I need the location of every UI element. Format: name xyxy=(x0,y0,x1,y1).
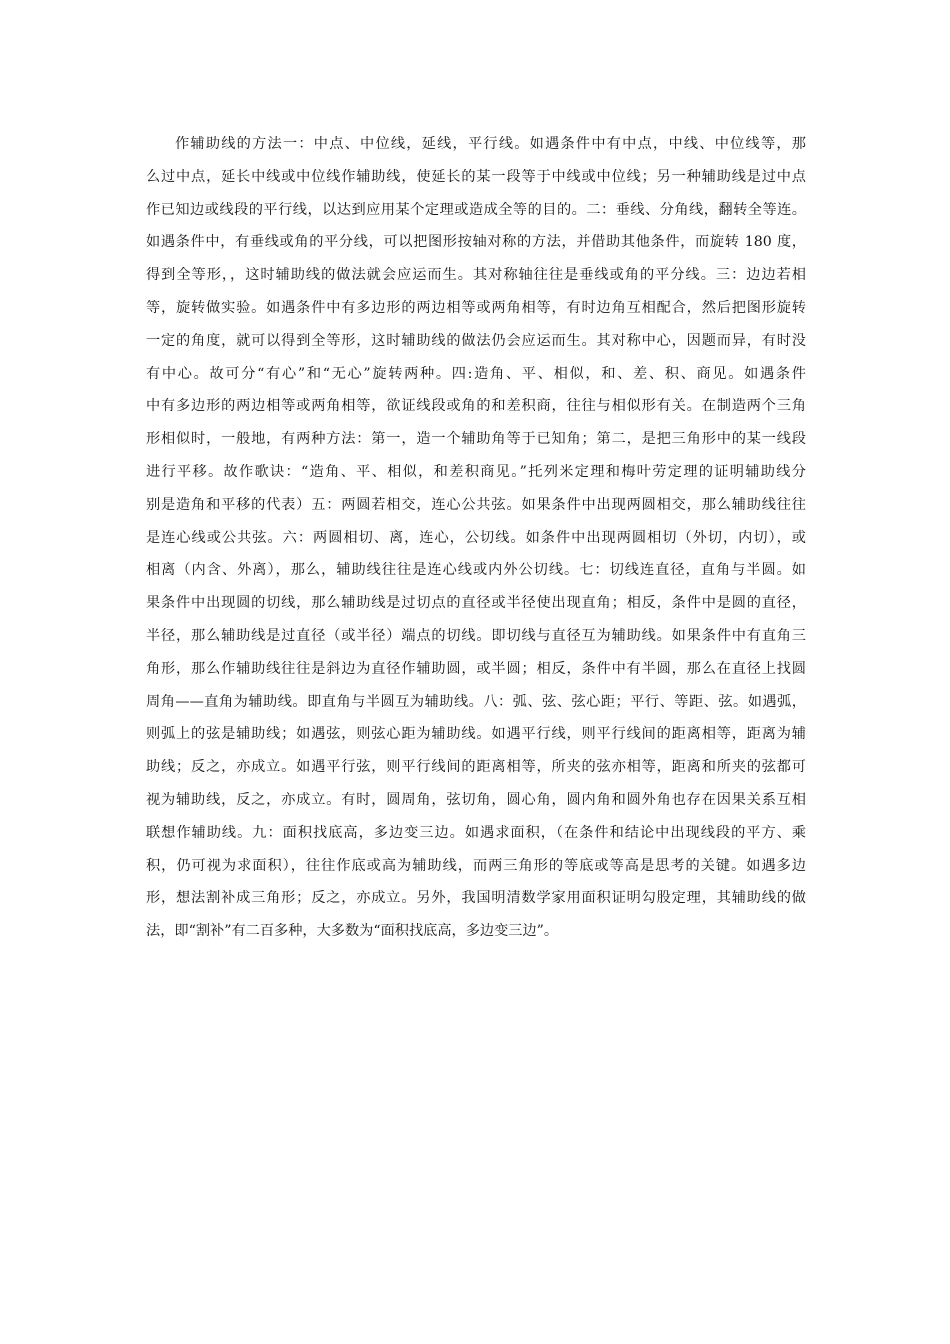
paragraph-line: 积，仍可视为求面积），往往作底或高为辅助线，而两三角形的等底或等高是思考的关键。如遇多边 xyxy=(146,857,806,874)
paragraph-line: 法，即“割补”有二百多种，大多数为“面积找底高，多边变三边”。 xyxy=(146,923,559,940)
paragraph-line: 进行平移。故作歌诀：“造角、平、相似，和差积商见。”托列米定理和梅叶劳定理的证明辅助线分 xyxy=(146,463,806,480)
paragraph-line: 中有多边形的两边相等或两角相等，欲证线段或角的和差积商，往往与相似形有关。在制造两个三角 xyxy=(146,398,806,415)
paragraph-line: 作辅助线的方法一：中点、中位线，延线，平行线。如遇条件中有中点，中线、中位线等，那 xyxy=(175,136,806,152)
body-paragraph xyxy=(146,128,806,948)
paragraph-line: 周角——直角为辅助线。即直角与半圆互为辅助线。八：弧、弦、弦心距；平行、等距、弦。如遇弧， xyxy=(146,693,806,710)
paragraph-line: 得到全等形，，这时辅助线的做法就会应运而生。其对称轴往往是垂线或角的平分线。三：边边若相 xyxy=(146,267,806,284)
paragraph-line: 是连心线或公共弦。六：两圆相切、离，连心，公切线。如条件中出现两圆相切（外切，内切），或 xyxy=(146,529,806,546)
paragraph-line: 形，想法割补成三角形；反之，亦成立。另外，我国明清数学家用面积证明勾股定理，其辅助线的做 xyxy=(146,890,806,907)
paragraph-line: 如遇条件中，有垂线或角的平分线，可以把图形按轴对称的方法，并借助其他条件，而旋转 180 度， xyxy=(146,234,806,251)
paragraph-line: 则弧上的弦是辅助线；如遇弦，则弦心距为辅助线。如遇平行线，则平行线间的距离相等，距离为辅 xyxy=(146,726,806,743)
paragraph-line: 半径，那么辅助线是过直径（或半径）端点的切线。即切线与直径互为辅助线。如果条件中有直角三 xyxy=(146,627,806,644)
paragraph-line: 联想作辅助线。九：面积找底高，多边变三边。如遇求面积，（在条件和结论中出现线段的平方、乘 xyxy=(146,824,806,841)
paragraph-line: 一定的角度，就可以得到全等形，这时辅助线的做法仍会应运而生。其对称中心，因题而异，有时没 xyxy=(146,332,806,349)
paragraph-line: 等，旋转做实验。如遇条件中有多边形的两边相等或两角相等，有时边角互相配合，然后把图形旋转 xyxy=(146,299,806,316)
paragraph-line: 有中心。故可分“有心”和“无心”旋转两种。四:造角、平、相似，和、差、积、商见。如遇条件 xyxy=(146,365,806,382)
paragraph-line: 么过中点，延长中线或中位线作辅助线，使延长的某一段等于中线或中位线；另一种辅助线是过中点 xyxy=(146,168,806,185)
paragraph-line: 助线；反之，亦成立。如遇平行弦，则平行线间的距离相等，所夹的弦亦相等，距离和所夹的弦都可 xyxy=(146,759,806,776)
paragraph-line: 形相似时，一般地，有两种方法：第一，造一个辅助角等于已知角；第二，是把三角形中的某一线段 xyxy=(146,431,806,448)
paragraph-line: 别是造角和平移的代表）五：两圆若相交，连心公共弦。如果条件中出现两圆相交，那么辅助线往往 xyxy=(146,496,806,513)
paragraph-line: 果条件中出现圆的切线，那么辅助线是过切点的直径或半径使出现直角；相反，条件中是圆的直径， xyxy=(146,595,806,612)
paragraph-line: 角形，那么作辅助线往往是斜边为直径作辅助圆，或半圆；相反，条件中有半圆，那么在直径上找圆 xyxy=(146,660,806,677)
paragraph-line: 作已知边或线段的平行线，以达到应用某个定理或造成全等的目的。二：垂线、分角线，翻转全等连。 xyxy=(146,201,806,218)
paragraph-line: 视为辅助线，反之，亦成立。有时，圆周角，弦切角，圆心角，圆内角和圆外角也存在因果关系互相 xyxy=(146,791,806,808)
paragraph-line: 相离（内含、外离），那么，辅助线往往是连心线或内外公切线。七：切线连直径，直角与半圆。如 xyxy=(146,562,806,579)
